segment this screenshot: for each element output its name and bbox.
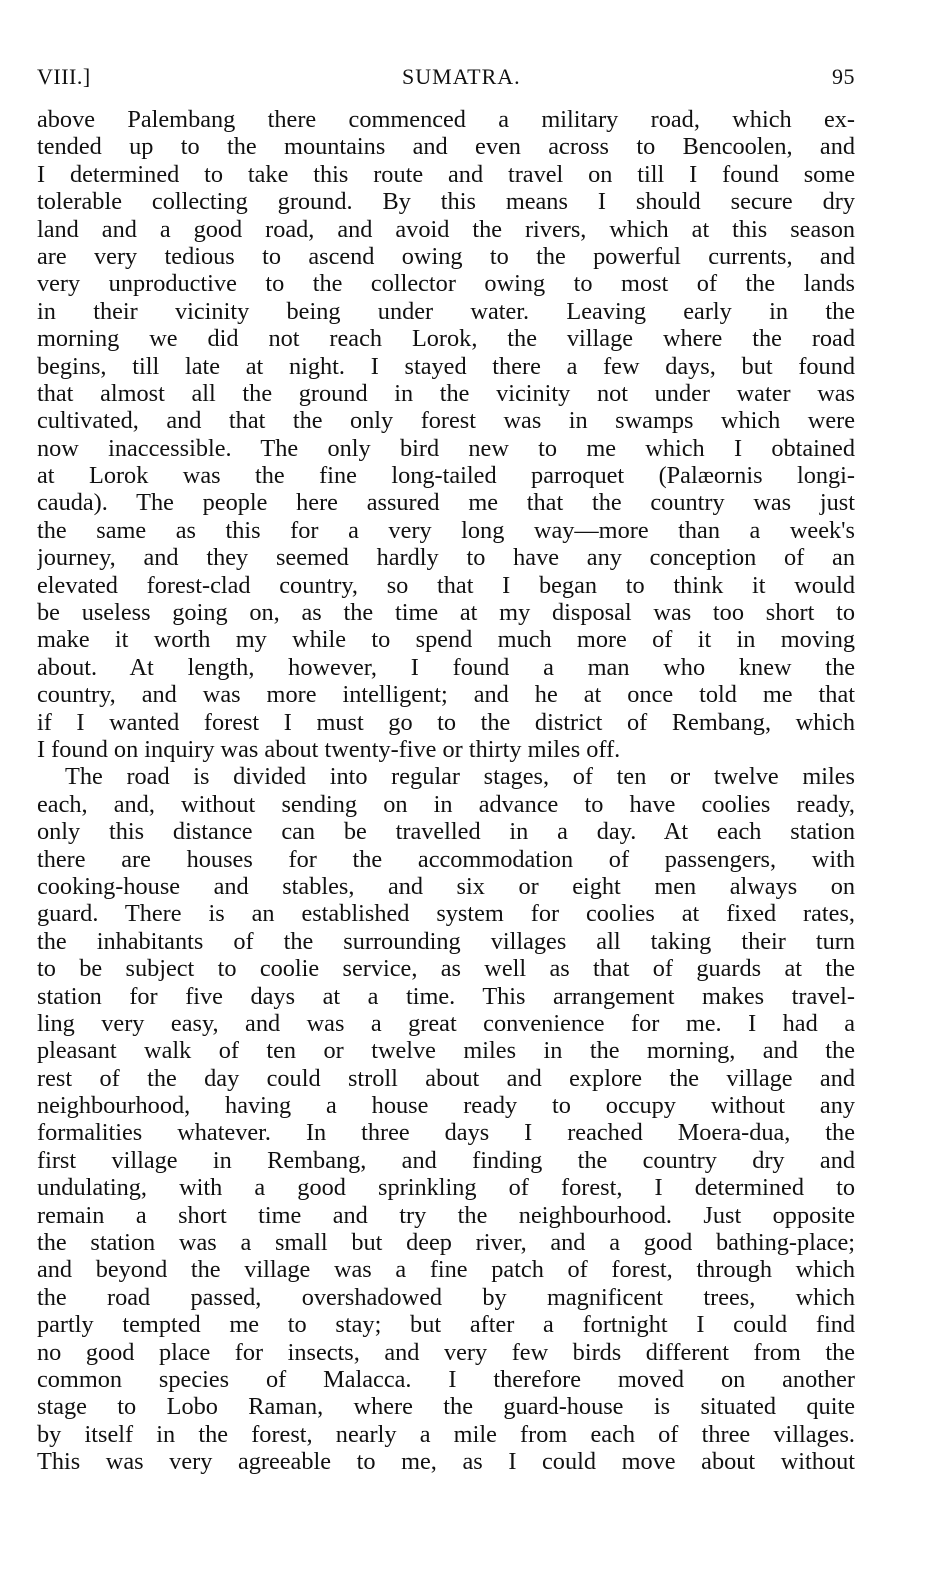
book-page	[37, 64, 855, 1476]
text-line: cultivated, and that the only forest was in swamps which were	[37, 407, 855, 435]
text-line: remain a short time and try the neighbourhood. Just opposite	[37, 1201, 855, 1229]
text-line: first village in Rembang, and finding the country dry and	[37, 1146, 855, 1174]
paragraph	[37, 763, 855, 1475]
text-line: pleasant walk of ten or twelve miles in the morning, and the	[37, 1037, 855, 1065]
chapter-number: VIII.]	[37, 64, 91, 89]
text-line: only this distance can be travelled in a day. At each station	[37, 818, 855, 846]
text-line: cooking-house and stables, and six or eight men always on	[37, 872, 855, 900]
text-line: now inaccessible. The only bird new to me which I obtained	[37, 434, 855, 462]
text-line: to be subject to coolie service, as well as that of guards at the	[37, 955, 855, 983]
text-line: tended up to the mountains and even across to Bencoolen, and	[37, 133, 855, 161]
text-line: each, and, without sending on in advance to have coolies ready,	[37, 790, 855, 818]
text-line: about. At length, however, I found a man who knew the	[37, 653, 855, 681]
text-line: morning we did not reach Lorok, the village where the road	[37, 325, 855, 353]
text-line: the same as this for a very long way—more than a week's	[37, 516, 855, 544]
text-line: at Lorok was the fine long-tailed parroquet (Palæornis longi-	[37, 462, 855, 490]
body-text	[37, 106, 855, 1476]
text-line: be useless going on, as the time at my disposal was too short to	[37, 599, 855, 627]
text-line: the inhabitants of the surrounding villages all taking their turn	[37, 927, 855, 955]
text-line: elevated forest-clad country, so that I began to think it would	[37, 571, 855, 599]
text-line: I determined to take this route and travel on till I found some	[37, 160, 855, 188]
text-line: journey, and they seemed hardly to have any conception of an	[37, 544, 855, 572]
text-line: country, and was more intelligent; and he at once told me that	[37, 681, 855, 709]
text-line: partly tempted me to stay; but after a fortnight I could find	[37, 1311, 855, 1339]
text-line: This was very agreeable to me, as I could move about without	[37, 1448, 855, 1476]
text-line: land and a good road, and avoid the rivers, which at this season	[37, 215, 855, 243]
text-line: guard. There is an established system for coolies at fixed rates,	[37, 900, 855, 928]
page-number: 95	[832, 64, 855, 89]
text-line: very unproductive to the collector owing to most of the lands	[37, 270, 855, 298]
text-line: station for five days at a time. This arrangement makes travel-	[37, 982, 855, 1010]
text-line: undulating, with a good sprinkling of forest, I determined to	[37, 1174, 855, 1202]
text-line: above Palembang there commenced a military road, which ex-	[37, 106, 855, 133]
text-line: The road is divided into regular stages, of ten or twelve miles	[65, 763, 855, 791]
running-title: SUMATRA.	[402, 64, 521, 89]
text-line: the road passed, overshadowed by magnificent trees, which	[37, 1283, 855, 1311]
running-head	[37, 64, 855, 92]
text-line: ling very easy, and was a great convenience for me. I had a	[37, 1009, 855, 1037]
text-line: formalities whatever. In three days I reached Moera-dua, the	[37, 1119, 855, 1147]
text-line: tolerable collecting ground. By this means I should secure dry	[37, 188, 855, 216]
text-line: I found on inquiry was about twenty-five or thirty miles off.	[37, 735, 621, 763]
text-line: rest of the day could stroll about and explore the village and	[37, 1064, 855, 1092]
text-line: common species of Malacca. I therefore moved on another	[37, 1365, 855, 1393]
text-line: there are houses for the accommodation of passengers, with	[37, 845, 855, 873]
text-line: by itself in the forest, nearly a mile from each of three villages.	[37, 1420, 855, 1448]
text-line: begins, till late at night. I stayed there a few days, but found	[37, 352, 855, 380]
text-line: if I wanted forest I must go to the district of Rembang, which	[37, 708, 855, 736]
text-line: no good place for insects, and very few birds different from the	[37, 1338, 855, 1366]
text-line: cauda). The people here assured me that the country was just	[37, 489, 855, 517]
text-line: and beyond the village was a fine patch of forest, through which	[37, 1256, 855, 1284]
text-line: in their vicinity being under water. Leaving early in the	[37, 297, 855, 325]
text-line: neighbourhood, having a house ready to occupy without any	[37, 1092, 855, 1120]
text-line: stage to Lobo Raman, where the guard-house is situated quite	[37, 1393, 855, 1421]
text-line: are very tedious to ascend owing to the powerful currents, and	[37, 242, 855, 270]
text-line: that almost all the ground in the vicinity not under water was	[37, 379, 855, 407]
paragraph	[37, 106, 855, 763]
text-line: make it worth my while to spend much more of it in moving	[37, 626, 855, 654]
text-line: the station was a small but deep river, and a good bathing-place;	[37, 1229, 855, 1257]
